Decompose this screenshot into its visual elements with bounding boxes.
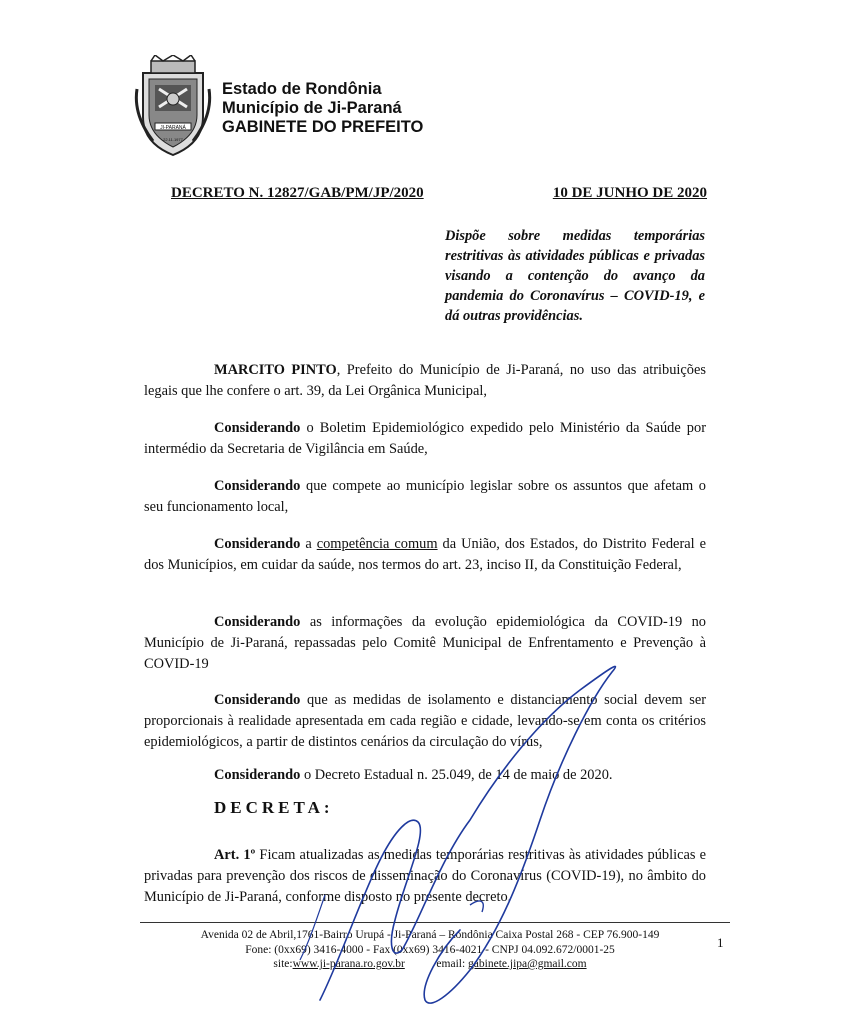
considering-label: Considerando xyxy=(214,692,301,708)
mayor-name: MARCITO PINTO xyxy=(214,362,337,378)
page-number: 1 xyxy=(717,935,724,950)
paragraph-text: o Boletim Epidemiológico expedido pelo Ministério da Saúde por intermédio da Secretaria de Vigilância em Saúde, xyxy=(144,420,706,457)
considering-label: Considerando xyxy=(214,614,301,630)
paragraph-text: o Decreto Estadual n. 25.049, de 14 de maio de 2020. xyxy=(300,767,613,783)
paragraph-text: a xyxy=(300,536,317,552)
crest-banner-text: JI-PARANÁ xyxy=(160,125,186,131)
paragraph-considering-2 xyxy=(144,476,706,518)
crest-date-text: 22.11.1977 xyxy=(163,137,183,142)
article-label: Art. 1º xyxy=(214,847,256,863)
footer-address: Avenida 02 de Abril,1761-Bairro Urupá - Ji-Paraná – Rondônia Caixa Postal 268 - CEP 76.900-149 xyxy=(200,929,660,941)
decree-date: 10 DE JUNHO DE 2020 xyxy=(552,185,707,201)
municipality-name: Município de Ji-Paraná xyxy=(222,99,402,117)
considering-label: Considerando xyxy=(214,767,301,783)
paragraph-considering-1 xyxy=(144,418,706,460)
paragraph-text: Ficam atualizadas as medidas temporárias restritivas às atividades públicas e privadas para prevenção dos riscos de disseminação do Coronavírus (COVID-19), no âmbito do Município de Ji-Paraná, conforme disposto no presente decreto. xyxy=(144,847,706,905)
footer-phone: Fone: (0xx69) 3416-4000 - Fax (0xx69) 3416-4021 - CNPJ 04.092.672/0001-25 xyxy=(245,943,615,956)
decreta-heading: DECRETA: xyxy=(214,798,334,817)
email-link[interactable]: gabinete.jipa@gmail.com xyxy=(468,958,587,970)
paragraph-text: , Prefeito do Município de Ji-Paraná, no uso das atribuições legais que lhe confere o art. 39, da Lei Orgânica Municipal, xyxy=(144,362,706,399)
paragraph-text: que as medidas de isolamento e distanciamento social devem ser proporcionais à realidade apresentada em cada região e cidade, levando-se em conta os critérios epidemiológicos, a partir de distintos cenários da circulação do vírus, xyxy=(144,692,706,750)
footer-divider xyxy=(140,922,730,923)
email-label: email: xyxy=(436,958,469,970)
paragraph-considering-6 xyxy=(144,765,706,786)
office-name: GABINETE DO PREFEITO xyxy=(222,118,424,136)
paragraph-preamble xyxy=(144,360,706,402)
paragraph-text: que compete ao município legislar sobre os assuntos que afetam o seu funcionamento local, xyxy=(144,478,706,515)
paragraph-considering-3 xyxy=(144,534,706,576)
municipal-coat-of-arms-icon xyxy=(133,55,213,160)
paragraph-considering-5 xyxy=(144,690,706,753)
decree-number: DECRETO N. 12827/GAB/PM/JP/2020 xyxy=(171,185,424,201)
paragraph-text: da União, dos Estados, do Distrito Federal e dos Municípios, em cuidar da saúde, nos termos do art. 23, inciso II, da Constituição Federal, xyxy=(144,536,706,573)
site-link[interactable]: www.ji-parana.ro.gov.br xyxy=(292,958,405,970)
underlined-term: competência comum xyxy=(316,536,438,552)
footer-contacts xyxy=(150,957,710,972)
article-1 xyxy=(144,845,706,908)
considering-label: Considerando xyxy=(214,420,301,436)
considering-label: Considerando xyxy=(214,536,301,552)
footer xyxy=(150,928,710,972)
paragraph-considering-4 xyxy=(144,612,706,675)
considering-label: Considerando xyxy=(214,478,301,494)
decree-summary: Dispõe sobre medidas temporárias restritivas às atividades públicas e privadas visando a contenção do avanço da pandemia do Coronavírus – COVID-19, e dá outras providências. xyxy=(445,228,705,324)
site-label: site: xyxy=(273,958,293,970)
state-name: Estado de Rondônia xyxy=(222,80,382,98)
letterhead xyxy=(222,80,423,137)
paragraph-text: as informações da evolução epidemiológica da COVID-19 no Município de Ji-Paraná, repassadas pelo Comitê Municipal de Enfrentamento e Prevenção à COVID-19 xyxy=(144,614,706,672)
